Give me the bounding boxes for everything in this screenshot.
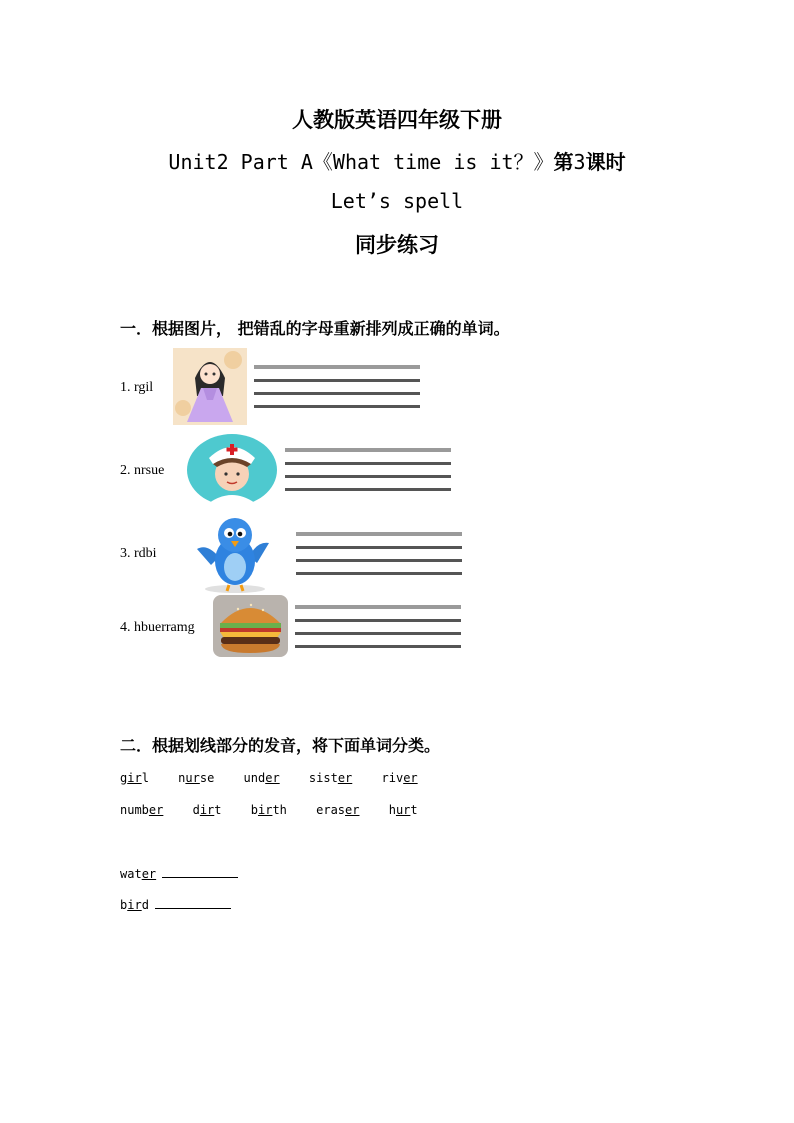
word-river: river [381,771,418,785]
title-line-4: 同步练习 [355,232,439,257]
word-dirt: dirt [192,803,222,817]
question-4-label: 4. hbuerramg [120,620,195,635]
bird-icon [195,513,271,593]
word-sister: sister [308,771,353,785]
word-number: number [120,803,164,817]
lesson-number: 3 [573,150,586,174]
answer-lines-4 [295,605,461,658]
answer-lines-2 [285,448,451,501]
word-nurse: nurse [178,771,215,785]
word-birth: birth [250,803,287,817]
nurse-icon [187,434,277,506]
category-water: water [120,865,238,881]
word-row-2 [120,803,440,817]
word-girl: girl [120,771,149,785]
question-1-label: 1. rgil [120,380,154,395]
word-hurt: hurt [388,803,418,817]
word-eraser: eraser [316,803,360,817]
word-under: under [243,771,280,785]
girl-icon [173,348,247,425]
section-2-heading: 二．根据划线部分的发音，将下面单词分类。 [120,736,441,755]
hamburger-icon [213,595,288,657]
section-1-heading: 一．根据图片， 把错乱的字母重新排列成正确的单词。 [120,319,510,338]
category-bird: bird [120,896,231,912]
lesson-prefix: 第 [553,150,574,174]
title-line-2 [0,146,794,175]
unit-title: Unit2 Part A《What time is it？》 [168,150,554,174]
question-3-label: 3. rdbi [120,546,157,561]
lesson-suffix: 课时 [585,150,626,174]
answer-lines-3 [296,532,462,585]
answer-lines-1 [254,365,420,418]
question-2-label: 2. nrsue [120,463,165,478]
answer-blank-bird[interactable] [155,896,231,909]
answer-blank-water[interactable] [162,865,238,878]
title-line-1: 人教版英语四年级下册 [292,107,502,132]
word-row-1 [120,771,440,785]
title-line-3: Let’s spell [330,189,464,213]
